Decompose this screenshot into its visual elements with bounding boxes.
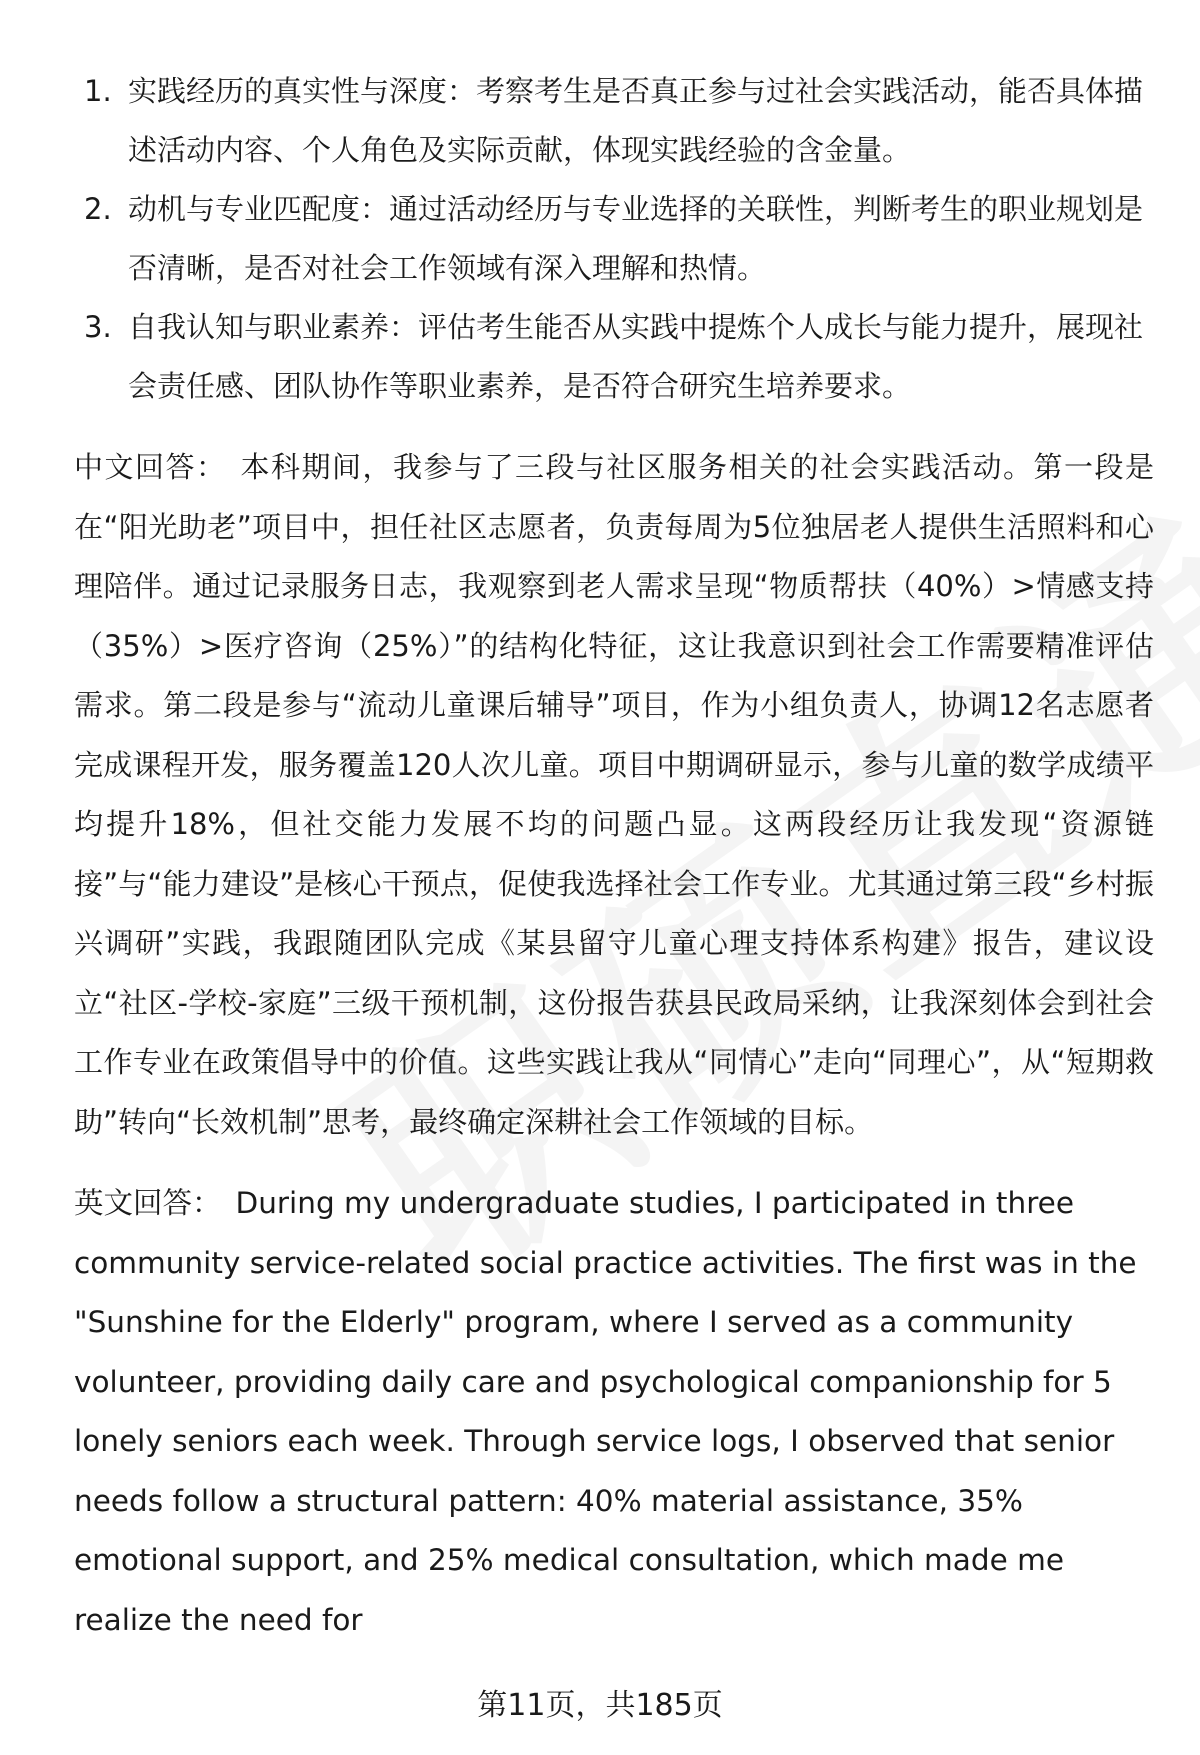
list-item-number: 3. <box>84 310 112 344</box>
chinese-answer-paragraph <box>74 438 1154 1152</box>
chinese-answer-text: 本科期间，我参与了三段与社区服务相关的社会实践活动。第一段是在“阳光助老”项目中，担任社区志愿者，负责每周为5位独居老人提供生活照料和心理陪伴。通过记录服务日志，我观察到老人需求呈现“物质帮扶（40%）>情感支持（35%）>医疗咨询（25%）”的结构化特征，这让我意识到社会工作需要精准评估需求。第二段是参与“流动儿童课后辅导”项目，作为小组负责人，协调12名志愿者完成课程开发，服务覆盖120人次儿童。项目中期调研显示，参与儿童的数学成绩平均提升18%，但社交能力发展不均的问题凸显。这两段经历让我发现“资源链接”与“能力建设”是核心干预点，促使我选择社会工作专业。尤其通过第三段“乡村振兴调研”实践，我跟随团队完成《某县留守儿童心理支持体系构建》报告，建议设立“社区-学校-家庭”三级干预机制，这份报告获县民政局采纳，让我深刻体会到社会工作专业在政策倡导中的价值。这些实践让我从“同情心”走向“同理心”，从“短期救助”转向“长效机制”思考，最终确定深耕社会工作领域的目标。 <box>74 450 1155 1139</box>
list-item-number: 2. <box>84 192 112 226</box>
page-number: 第11页，共185页 <box>477 1688 723 1723</box>
list-item <box>74 298 1154 416</box>
list-item-text: 自我认知与职业素养：评估考生能否从实践中提炼个人成长与能力提升，展现社会责任感、团队协作等职业素养，是否符合研究生培养要求。 <box>128 310 1144 403</box>
english-answer-paragraph <box>74 1174 1154 1650</box>
english-answer-text: During my undergraduate studies, I participated in three community service-related social practice activities. The first was in the "Sunshine for the Elderly" program, where I served as a community volunteer, providing daily care and psychological companionship for 5 lonely seniors each week. Through service logs, I observed that senior needs follow a structural pattern: 40% material assistance, 35% emotional support, and 25% medical consultation, which made me realize the need for <box>74 1186 1137 1637</box>
list-item <box>74 180 1154 298</box>
criteria-list <box>74 62 1154 416</box>
chinese-answer-label: 中文回答： <box>74 450 227 484</box>
list-item-text: 实践经历的真实性与深度：考察考生是否真正参与过社会实践活动，能否具体描述活动内容、个人角色及实际贡献，体现实践经验的含金量。 <box>128 74 1144 167</box>
page-content <box>74 62 1154 1650</box>
list-item-text: 动机与专业匹配度：通过活动经历与专业选择的关联性，判断考生的职业规划是否清晰，是否对社会工作领域有深入理解和热情。 <box>128 192 1144 285</box>
list-item-number: 1. <box>84 74 112 108</box>
list-item <box>74 62 1154 180</box>
english-answer-label: 英文回答： <box>74 1186 222 1220</box>
